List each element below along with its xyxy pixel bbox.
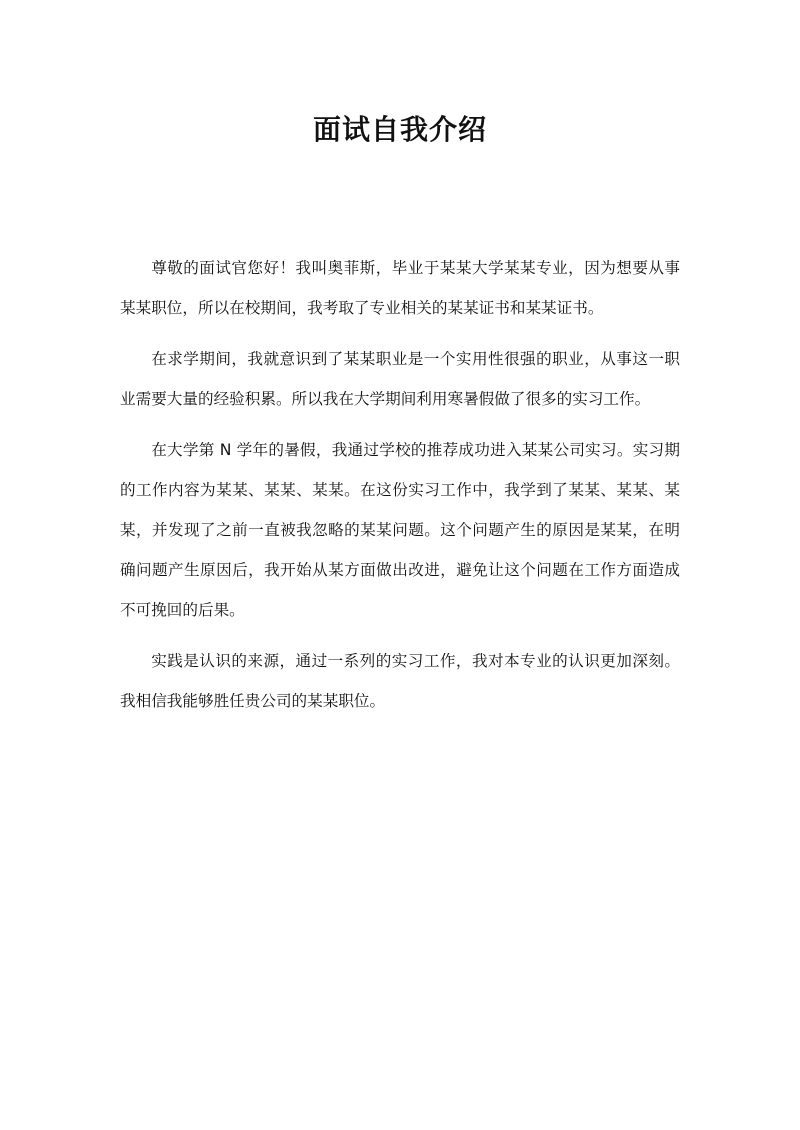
document-body	[120, 248, 680, 732]
paragraph-conclusion: 实践是认识的来源，通过一系列的实习工作，我对本专业的认识更加深刻。我相信我能够胜任贵公司的某某职位。	[120, 652, 680, 710]
document-title: 面试自我介绍	[312, 113, 487, 146]
paragraph-internship: 在大学第 N 学年的暑假，我通过学校的推荐成功进入某某公司实习。实习期的工作内容为某某、某某、某某。在这份实习工作中，我学到了某某、某某、某某，并发现了之前一直被我忽略的某某问题。这个问题产生的原因是某某，在明确问题产生原因后，我开始从某方面做出改进，避免让这个问题在工作方面造成不可挽回的后果。	[120, 441, 680, 619]
paragraph-greeting: 尊敬的面试官您好！我叫奥菲斯，毕业于某某大学某某专业，因为想要从事某某职位，所以在校期间，我考取了专业相关的某某证书和某某证书。	[120, 259, 680, 317]
paragraph-study: 在求学期间，我就意识到了某某职业是一个实用性很强的职业，从事这一职业需要大量的经验积累。所以我在大学期间利用寒暑假做了很多的实习工作。	[120, 350, 680, 408]
